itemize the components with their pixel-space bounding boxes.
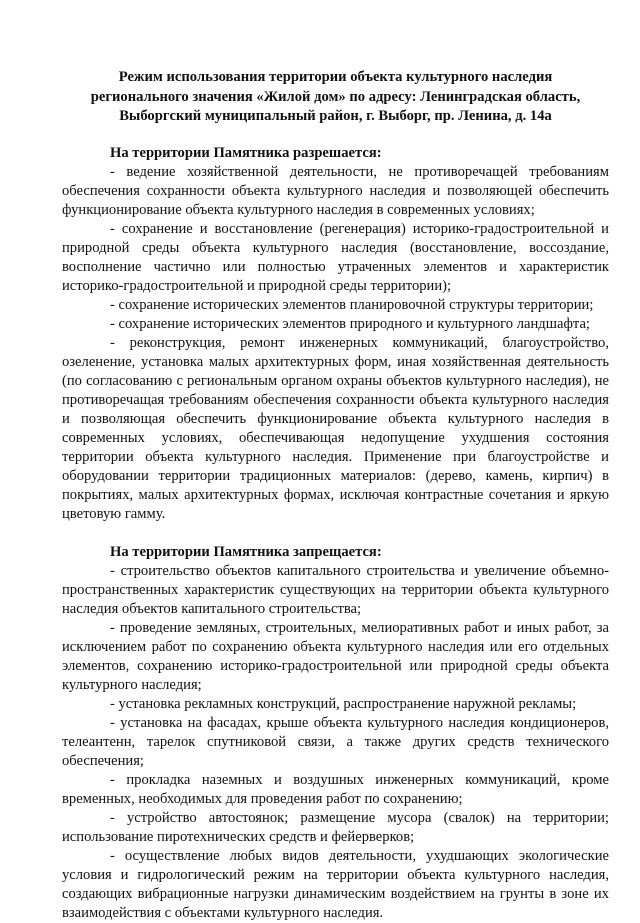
allowed-heading: На территории Памятника разрешается: xyxy=(110,144,382,161)
forbidden-item: - строительство объектов капитального строительства и увеличение объемно-пространственных характеристик существующих на территории объекта культурного наследия объектов капитального строительства; xyxy=(62,562,609,617)
document-page xyxy=(62,68,609,923)
forbidden-item: - установка на фасадах, крыше объекта культурного наследия кондиционеров, телеантенн, тарелок спутниковой связи, а также других средств технического обеспечения; xyxy=(62,714,609,769)
forbidden-item: - осуществление любых видов деятельности, ухудшающих экологические условия и гидрологический режим на территории объекта культурного наследия, создающих вибрационные нагрузки динамическим воздействием на грунты в зоне их взаимодействия с объектами культурного наследия. xyxy=(62,847,609,921)
allowed-item: - сохранение и восстановление (регенерация) историко-градостроительной и природной среды объекта культурного наследия (восстановление, воссоздание, восполнение частично или полностью утраченных элементов и характеристик историко-градостроительной и природной среды территории); xyxy=(62,220,609,294)
forbidden-heading: На территории Памятника запрещается: xyxy=(110,543,382,560)
allowed-section xyxy=(62,144,609,524)
allowed-item: - реконструкция, ремонт инженерных коммуникаций, благоустройство, озеленение, установка малых архитектурных форм, иная хозяйственная деятельность (по согласованию с региональным органом охраны объектов культурного наследия), не противоречащая требованиям обеспечения сохранности объекта культурного наследия и позволяющая обеспечить функционирование объекта культурного наследия в современных условиях, обеспечивающая недопущение ухудшения состояния территории объекта культурного наследия. Применение при благоустройстве и оборудовании территории традиционных материалов: (дерево, камень, кирпич) в покрытиях, малых архитектурных формах, исключая контрастные сочетания и яркую цветовую гамму. xyxy=(62,334,609,522)
allowed-item: - ведение хозяйственной деятельности, не противоречащей требованиям обеспечения сохранности объекта культурного наследия и позволяющей обеспечить функционирование объекта культурного наследия в современных условиях; xyxy=(62,163,609,218)
title-line-3: Выборгский муниципальный район, г. Выборг, пр. Ленина, д. 14а xyxy=(119,108,552,124)
document-title xyxy=(62,68,609,127)
forbidden-item: - установка рекламных конструкций, распространение наружной рекламы; xyxy=(110,695,577,712)
forbidden-item: - устройство автостоянок; размещение мусора (свалок) на территории; использование пиротехнических средств и фейерверков; xyxy=(62,809,609,845)
allowed-item: - сохранение исторических элементов природного и культурного ландшафта; xyxy=(110,315,590,332)
title-line-1: Режим использования территории объекта культурного наследия xyxy=(118,69,553,85)
allowed-item: - сохранение исторических элементов планировочной структуры территории; xyxy=(110,296,594,313)
forbidden-section xyxy=(62,543,609,923)
forbidden-item: - прокладка наземных и воздушных инженерных коммуникаций, кроме временных, необходимых для проведения работ по сохранению; xyxy=(62,771,609,807)
forbidden-item: - проведение земляных, строительных, мелиоративных работ и иных работ, за исключением работ по сохранению объекта культурного наследия или его отдельных элементов, сохранению историко-градостроительной или природной среды объекта культурного наследия; xyxy=(62,619,609,693)
title-line-2: регионального значения «Жилой дом» по адресу: Ленинградская область, xyxy=(90,88,581,105)
